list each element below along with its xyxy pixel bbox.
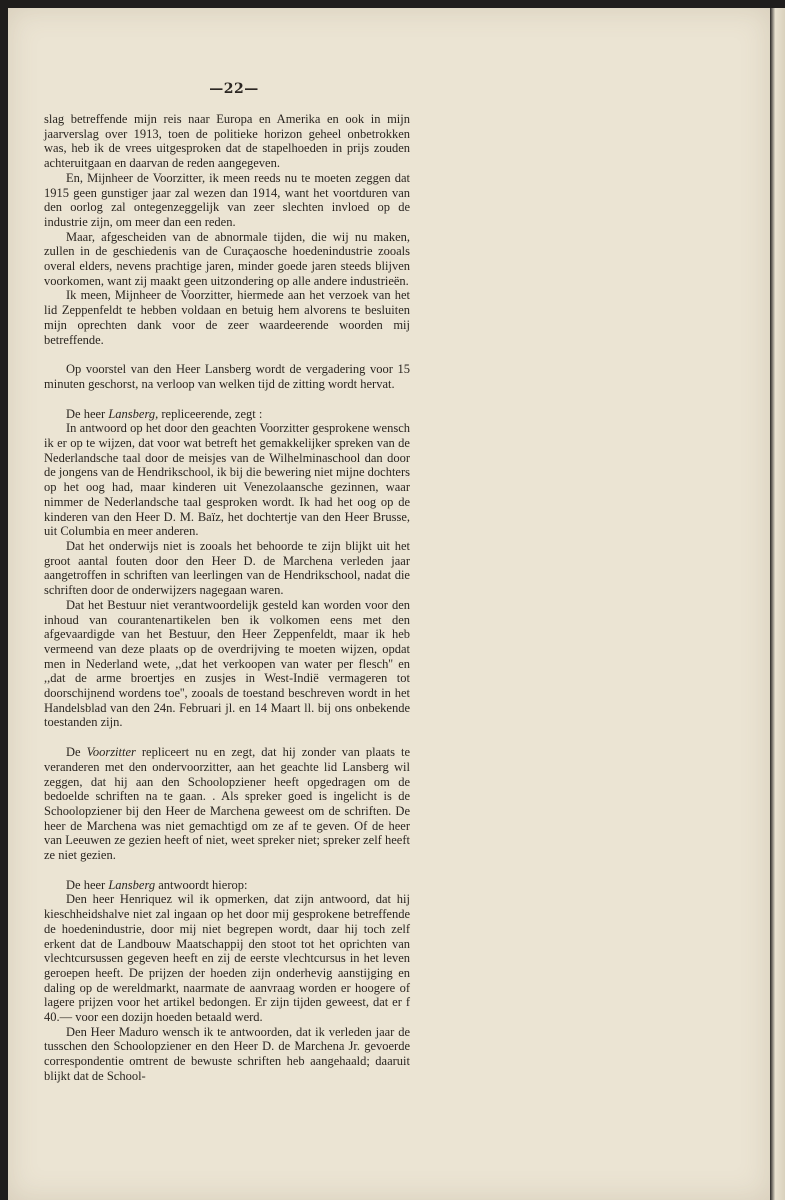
paragraph-6: [44, 407, 410, 422]
document-page: [8, 8, 770, 1200]
paragraph-5: Op voorstel van den Heer Lansberg wordt de vergadering voor 15 minuten geschorst, na verloop van welken tijd de zitting wordt hervat.: [44, 362, 410, 391]
speaker-name: Voorzitter: [86, 745, 136, 760]
paragraph-11-pre: De heer: [66, 877, 109, 892]
paragraph-7: In antwoord op het door den geachten Voorzitter gesprokene wensch ik er op te wijzen, dat voor wat betreft het gemakkelijker spreken van de Nederlandsche taal door de meisjes van de Wilhelminaschool dan door de jongens van de Hendrikschool, ik bij die bewering niet mijne dochters op het oog had, maar kinderen uit Venezolaansche gezinnen, waar nimmer de Nederlandsche taal gesproken wordt. Ik had het oog op de kinderen van den Heer D. M. Baïz, het dochtertje van den Heer Brusse, uit Columbia en meer anderen.: [44, 421, 410, 539]
body-text: [44, 112, 410, 1084]
paragraph-3: Maar, afgescheiden van de abnormale tijden, die wij nu maken, zullen in de geschiedenis van de Curaçaosche hoedenindustrie zooals overal elders, nevens prachtige jaren, minder goede jaren steeds blijven voorkomen, want zij maakt geen uitzondering op alle andere industrieën.: [44, 229, 410, 288]
paragraph-13: Den Heer Maduro wensch ik te antwoorden, dat ik verleden jaar de tusschen den Schoolopziener en den Heer D. de Marchena Jr. gevoerde correspondentie omtrent de bewuste schriften heb aangehaald; daaruit blijkt dat de School-: [44, 1024, 410, 1083]
paragraph-10: [44, 745, 410, 863]
page-number: —22—: [209, 81, 259, 97]
speaker-name: Lansberg,: [108, 406, 159, 421]
paragraph-11-post: antwoordt hierop:: [155, 877, 248, 892]
paragraph-12: Den heer Henriquez wil ik opmerken, dat zijn antwoord, dat hij kieschheidshalve niet zal ingaan op het door mij gesprokene betreffende de hoedenindustrie, door mij niet begrepen wordt, daar hij toch zelf erkent dat de Landbouw Maatschappij den stoot tot het oprichten van vlechtcursussen gegeven heeft en zij de eerste vlechtcursus in het leven geroepen heeft. De prijzen der hoeden zijn onderhevig aanstijging en daling op de wereldmarkt, naarmate de aanvraag worden er hoogere of lagere prijzen voor het artikel bedongen. Er zijn tijden geweest, dat er f 40.— voor een dozijn hoeden betaald werd.: [44, 892, 410, 1025]
paragraph-10-pre: De: [66, 745, 87, 760]
paragraph-8: Dat het onderwijs niet is zooals het behoorde te zijn blijkt uit het groot aantal fouten door den Heer D. de Marchena verleden jaar aangetroffen in schriften van leerlingen van de Hendrikschool, nadat die schriften door de onderwijzers nagegaan waren.: [44, 538, 410, 598]
paragraph-9: Dat het Bestuur niet verantwoordelijk gesteld kan worden voor den inhoud van courantenartikelen ben ik volkomen eens met den afgevaardigde van het Bestuur, den Heer Zeppenfeldt, maar ik heb vermeend van deze plaats op de overdrijving te moeten wijzen, opdat men in Nederland wete, ,,dat het verkoopen van water per flesch'' en ,,dat de arme broertjes en zusjes in West-Indië vermageren tot doorschijnend wordens toe'', zooals de toestand beschreven wordt in het Handelsblad van den 24n. Februari jl. en 14 Maart ll. bij ons onbekende toestanden zijn.: [44, 597, 410, 730]
paragraph-6-pre: De heer: [66, 406, 109, 421]
paragraph-1: slag betreffende mijn reis naar Europa en Amerika en ook in mijn jaarverslag over 1913, toen de politieke horizon geheel onbetrokken was, heb ik de vrees uitgesproken dat de stapelhoeden in prijs zouden achteruitgaan en daarvan de reden aangegeven.: [44, 112, 410, 171]
paragraph-6-post: repliceerende, zegt :: [158, 406, 263, 421]
paragraph-4: Ik meen, Mijnheer de Voorzitter, hiermede aan het verzoek van het lid Zeppenfeldt te hebben voldaan en betuig hem alvorens te besluiten mijn oprechten dank voor de zeer waardeerende woorden mij betreffende.: [44, 288, 410, 347]
speaker-name: Lansberg: [108, 877, 156, 892]
paragraph-11: [44, 878, 410, 893]
paragraph-2: En, Mijnheer de Voorzitter, ik meen reeds nu te moeten zeggen dat 1915 geen gunstiger jaar zal wezen dan 1914, want het voortduren van den oorlog zal ontegenzeggelijk van zeer slechten invloed op de industrie zijn, om meer dan een reden.: [44, 170, 410, 229]
paragraph-10-post: repliceert nu en zegt, dat hij zonder van plaats te veranderen met den ondervoorzitter, aan het geachte lid Lansberg wil zeggen, dat hij aan den Schoolopziener heeft opgedragen om de bedoelde schriften na te gaan. . Als spreker goed is ingelicht is de Schoolopziener bij den Heer de Marchena geweest om de schriften. De heer de Marchena was niet gemachtigd om ze af te geven. Of de heer van Leeuwen ze gezien heeft of niet, weet spreker niet; spreker zelf heeft ze niet gezien.: [44, 745, 410, 863]
page-edge: [770, 8, 785, 1200]
